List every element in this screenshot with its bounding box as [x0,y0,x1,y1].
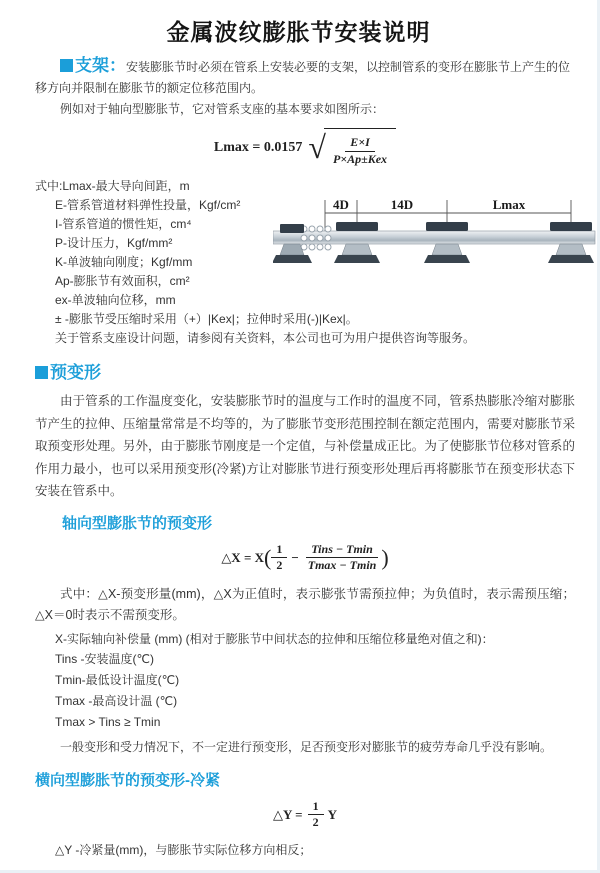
section-header-preform [35,362,575,385]
formula-lmax-denominator: P×Ap±Kex [332,151,388,166]
minus-operator: − [291,550,299,566]
symbol-definitions [35,177,273,310]
axial-item: Tmax > Tins ≥ Tmin [55,714,161,729]
dy-numerator: 1 [308,799,324,816]
dim-label-14d: 14D [390,197,414,213]
subheading-lateral-preform: 横向型膨胀节的预变形-冷紧 [35,771,220,789]
definition-line: P-设计压力，Kgf/mm² [55,236,173,251]
axial-note: 一般变形和受力情况下，不一定进行预变形，足否预变形对膨胀节的疲劳寿命几乎没有影响。 [60,739,553,754]
section-header-support-label: 支架： [75,56,126,75]
axial-item: X-实际轴向补偿量 (mm) (相对于膨胀节中间状态的拉伸和压缩位移量绝对值之和)： [55,631,494,646]
support-example-line: 例如对于轴向型膨胀节，它对管系支座的基本要求如图所示： [60,102,385,116]
temp-numerator: Tins − Tmin [306,542,378,559]
temp-fraction [303,542,382,574]
formula-dy-lhs: △Y = [273,807,303,823]
definition-line: Ap-膨胀节有效面积，cm² [55,274,190,289]
definition-line-plusminus: ± -膨胀节受压缩时采用（+）|Kex|；拉伸时采用(-)|Kex|。 [55,312,358,327]
support-note: 关于管系支座设计问题，请参阅有关资料，本公司也可为用户提供咨询等服务。 [55,331,476,346]
open-paren: ( [264,544,272,570]
subheading-axial-preform: 轴向型膨胀节的预变形 [62,514,213,532]
support-intro-paragraph [35,55,575,99]
axial-item: Tmin-最低设计温度(℃) [55,672,180,687]
support-intro-text: 安装膨胀节时必须在管系上安装必要的支架，以控制管系的变形在膨胀节上产生的位移方向并限制在膨胀节的额定位移范围内。 [35,60,571,95]
close-paren: ) [381,544,389,570]
lateral-explain: △Y -冷紧量(mm)，与膨胀节实际位移方向相反； [55,843,312,858]
section-header-support [60,56,126,75]
pipe-support-diagram [273,191,600,289]
preform-body-paragraph: 由于管系的工作温度变化，安装膨胀节时的温度与工作时的温度不同，管系热膨胀冷缩对膨胀节产生的拉伸、压缩量常常是不均等的，为了膨胀节变形范围控制在额定范围内，需要对膨胀节采取预变形处理。另外，由于膨胀节刚度是一个定值，与补偿量成正比。为了使膨胀节位移对管系的作用力最小，也可以采用预变形(冷紧)方让对膨胀节进行预变形处理后再将膨胀节在预变形状态下安装在管系中。 [35,394,575,499]
section-header-preform-label: 预变形 [50,363,101,383]
radical-overbar [324,128,396,167]
formula-dx-lhs: △X = X [221,550,264,566]
temp-denominator: Tmax − Tmin [307,558,377,573]
definition-line: 式中:Lmax-最大导向间距，m [35,179,190,194]
dy-denominator: 2 [312,815,319,830]
definition-line: E-管系管道材料弹性投量，Kgf/cm² [55,198,241,213]
formula-lmax-numerator: E×I [345,135,375,152]
section-square-icon [60,59,73,72]
formula-lmax-lhs: Lmax = 0.0157 [213,140,303,156]
axial-item: Tmax -最高设计温 (℃) [55,693,178,708]
section-square-icon [35,366,48,379]
radical-sign: √ [308,128,326,165]
half-fraction [271,542,287,574]
formula-dy-rhs: Y [327,807,337,823]
formula-lmax [35,128,575,167]
dy-half-fraction [308,799,324,831]
half-denominator: 2 [276,558,283,573]
formula-lmax-fraction [328,135,392,167]
section-header-preform-inner [35,363,101,382]
formula-delta-x [35,542,575,574]
dim-label-4d: 4D [333,197,349,213]
pipe-support-diagram-wrap [273,177,600,310]
dim-label-lmax: Lmax [492,197,526,213]
half-numerator: 1 [271,542,287,559]
document-content [0,55,597,870]
definition-line: K-单波轴向刚度；Kgf/mm [55,255,193,270]
definition-line: ex-单波轴向位移，mm [55,293,176,308]
page-title: 金属波纹膨胀节安装说明 [166,19,431,45]
definitions-and-diagram [35,177,575,310]
definition-line: I-管系管道的惯性矩，cm⁴ [55,217,192,232]
formula-delta-y [35,799,575,831]
axial-item: Tins -安装温度(℃) [55,651,155,666]
dx-explain-paragraph: 式中：△X-预变形量(mm)，△X为正值时，表示膨张节需预拉伸；为负值时，表示需预压缩；△X＝0时表示不需预变形。 [35,586,575,622]
